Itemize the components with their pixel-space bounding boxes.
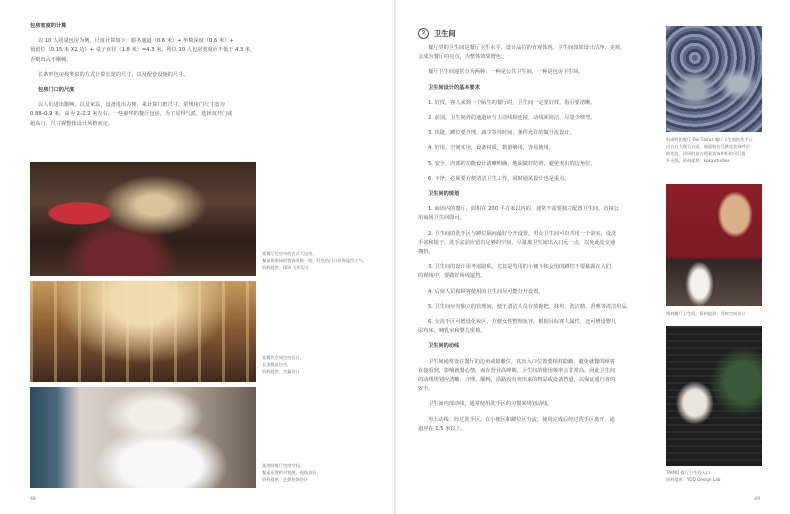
list-item-cont: 手盆和镜子。洗手盆前应留有足够的空间，尽量离卫生间出入口远一点，以免此处交通 <box>418 239 616 246</box>
paragraph-cont: 道应在 1.5 米以上。 <box>418 425 466 432</box>
paragraph: 以人们进出顺畅，以及家具、设备进出方便，来计算门框尺寸。常规用门尺寸宽为 <box>38 102 225 109</box>
paragraph-cont: 直接看到，影响就餐心情。而在营业高峰期，卫生间的使用频率会非常高。因此卫生间 <box>418 367 616 374</box>
list-item: 4. 后厨人员和顾客使用的卫生间尽可能分开设置。 <box>428 288 544 295</box>
section-number: 9 <box>418 28 429 39</box>
paragraph: 超高门，尺寸视整体设计风格而定。 <box>30 120 114 127</box>
caption-line: 资料提供：艺鼎装饰设计 <box>262 477 309 482</box>
caption-line: 资料提供：YOD Design Lab <box>666 477 721 482</box>
caption-line: 梅林餐厅卫生间。资料提供：壹树空间设计 <box>666 311 746 316</box>
subsection-heading: 卫生间设计的基本要求 <box>428 84 480 91</box>
left-page-text <box>30 22 262 129</box>
restroom-photo-3 <box>666 326 762 466</box>
paragraph: 包房宽度的计算 <box>30 23 67 29</box>
page-number-right: 49 <box>754 497 760 502</box>
list-item: 6. 卡净。必须要方便清洁卫生工作，同时通风设计也是重点。 <box>428 175 570 182</box>
paragraph: 餐厅里的卫生间是餐厅卫生水平、设计品位的直观体现。卫生间如果设计洁净、美观， <box>428 45 626 51</box>
paragraph: 预留位（0.15 米 X2 边）+ 桌子直径（1.8 米）=4.3 米。所以 10 人包房宽度应不低于 4.3 米， <box>30 47 256 54</box>
photo-caption <box>666 310 766 317</box>
photo-caption <box>666 469 766 483</box>
list-item: 5. 卫生间应有独立的管理间，便于清洁人员存放拖把、抹布、洗洁精、香薰等清洁用品。 <box>428 303 632 310</box>
list-item: 3. 快捷。蹲位要合理，减少等待时间，条件允许的做分流设计。 <box>428 130 575 137</box>
restaurant-private-room-photo-2 <box>30 281 256 382</box>
list-item: 2. 前别。卫生间外的通道应与主动线相连接，动线须简洁，尽量少绕弯。 <box>428 115 596 122</box>
caption-line: 某餐饮空间包房设计， <box>262 355 304 360</box>
list-item: 2. 卫生间的洗手区与蹲位隔间最好分开设置。男女卫生间可以共用一个前室，设洗 <box>428 230 617 237</box>
list-item: 4. 好用。空间实用，设备材质，数量够用，容易使用。 <box>428 145 554 152</box>
paragraph-cont: 安全。 <box>418 386 434 393</box>
caption-line: 科威特的餐厅 Dar Fairuz 餐厅卫生间的洗手台 <box>666 137 753 142</box>
paragraph: 男士动线：经过洗手区，在小便区和蹲位区分流，使用完成后经过洗手区离开，通 <box>428 416 615 423</box>
subsection-heading: 卫生间的动线 <box>428 343 460 350</box>
list-item-cont: 拥挤。 <box>418 249 434 256</box>
list-item-cont: 的视线中，要做好视线遮挡。 <box>418 273 486 280</box>
caption-line: 资料提供：OFA 飞形设计 <box>262 265 310 270</box>
paragraph: 长条形包房按类似的方式计算长宽的尺寸，以及配套设施的尺寸。 <box>38 71 189 78</box>
page-number-left: 48 <box>30 497 36 502</box>
photo-caption <box>262 462 370 483</box>
caption-line: 出自白大理石台面，墙面贴有马赛克装饰呼应 <box>666 144 750 149</box>
caption-line: 升无线。资料提供：kokaistudios <box>666 158 730 163</box>
paragraph: 否则出入不顺畅。 <box>30 56 72 63</box>
paragraph-cont: 的动线规划应清晰、合理、顺畅，沿路没有突出来的物品或设备挡道，以保证通行者的 <box>418 377 616 384</box>
caption-line: 的花纹，四周的复古图案装饰和柜的吊灯提 <box>666 151 746 156</box>
photo-caption <box>262 250 370 271</box>
paragraph: 包房门口的尺度 <box>38 87 75 94</box>
paragraph: 以 10 人圆桌包房为例，尺度计算如下：服务通道（0.6 米）+ 坐椅深度（0.6 米）+ <box>38 38 234 45</box>
page-gutter <box>394 0 396 514</box>
list-item-cont: 尿布床、哺乳室和婴儿座椅。 <box>418 328 486 335</box>
list-item: 5. 安全。内部的功能设计清晰明确，地面做好防滑，避免突出的边角位。 <box>428 160 596 167</box>
section-header <box>418 28 660 39</box>
restroom-photo-2 <box>666 184 762 306</box>
subsection-heading: 卫生间的规划 <box>428 191 460 198</box>
paragraph: 餐厅卫生间通常分为两种：一种是公共卫生间，一种是包房卫生间。 <box>428 69 584 76</box>
caption-line: 某餐厅包房中的古式大包房， <box>262 251 317 256</box>
restaurant-private-room-photo-3 <box>30 387 256 488</box>
paragraph: 0.88–0.9 米，高为 2–2.2 米左右。一些豪华的餐厅包房，为了显得气派，选择双开门或 <box>30 111 233 118</box>
section-title: 卫生间 <box>434 28 456 38</box>
caption-line: 餐桌布置相对宽敞，视线良好， <box>262 470 321 475</box>
list-item: 3. 卫生间的设计需考虑隐私，尤其是男用的小便斗和女用的蹲位不要暴露在人们 <box>428 264 611 271</box>
paragraph: 卫生间通常设在餐厅的边角或隐蔽位，其出入口位置要相对隐蔽，避免就餐的顾客 <box>428 358 615 365</box>
paragraph: 卫生间内部动线，通常使用洗手区的习惯来规划动线。 <box>428 401 553 408</box>
photo-caption <box>666 136 766 164</box>
right-page-text <box>418 28 660 434</box>
caption-line: 餐桌和座椅的装饰风格一致，红色的门口装饰显得大气。 <box>262 258 367 263</box>
caption-line: 某海鲜餐厅包房空间， <box>262 463 304 468</box>
restaurant-private-room-photo-1 <box>30 162 256 276</box>
restroom-photo-1 <box>666 26 762 132</box>
caption-line: 长条餐桌包房， <box>262 362 292 367</box>
list-item: 1. 好找。客人来到一个陌生的餐厅时，卫生间一定要好找，指引要清晰。 <box>428 99 596 106</box>
caption-line: 资料提供：杰鑫设计 <box>262 369 300 374</box>
list-item: 6. 女洗手区可增设化妆区，方便女性整理妆容。根据目标客人属性，还可增设婴儿 <box>428 319 617 326</box>
list-item-cont: 用商场卫生间即可。 <box>418 215 465 222</box>
list-item: 1. 商场内的餐厅，面积在 200 平方米以内的，通常不需要独立配置卫生间，直接公 <box>428 206 619 213</box>
paragraph: 会成为餐厅的亮点，为整体效果增色。 <box>418 54 507 61</box>
caption-line: TAIMO 餐厅卫生间入口 <box>666 470 710 475</box>
photo-caption <box>262 354 370 375</box>
